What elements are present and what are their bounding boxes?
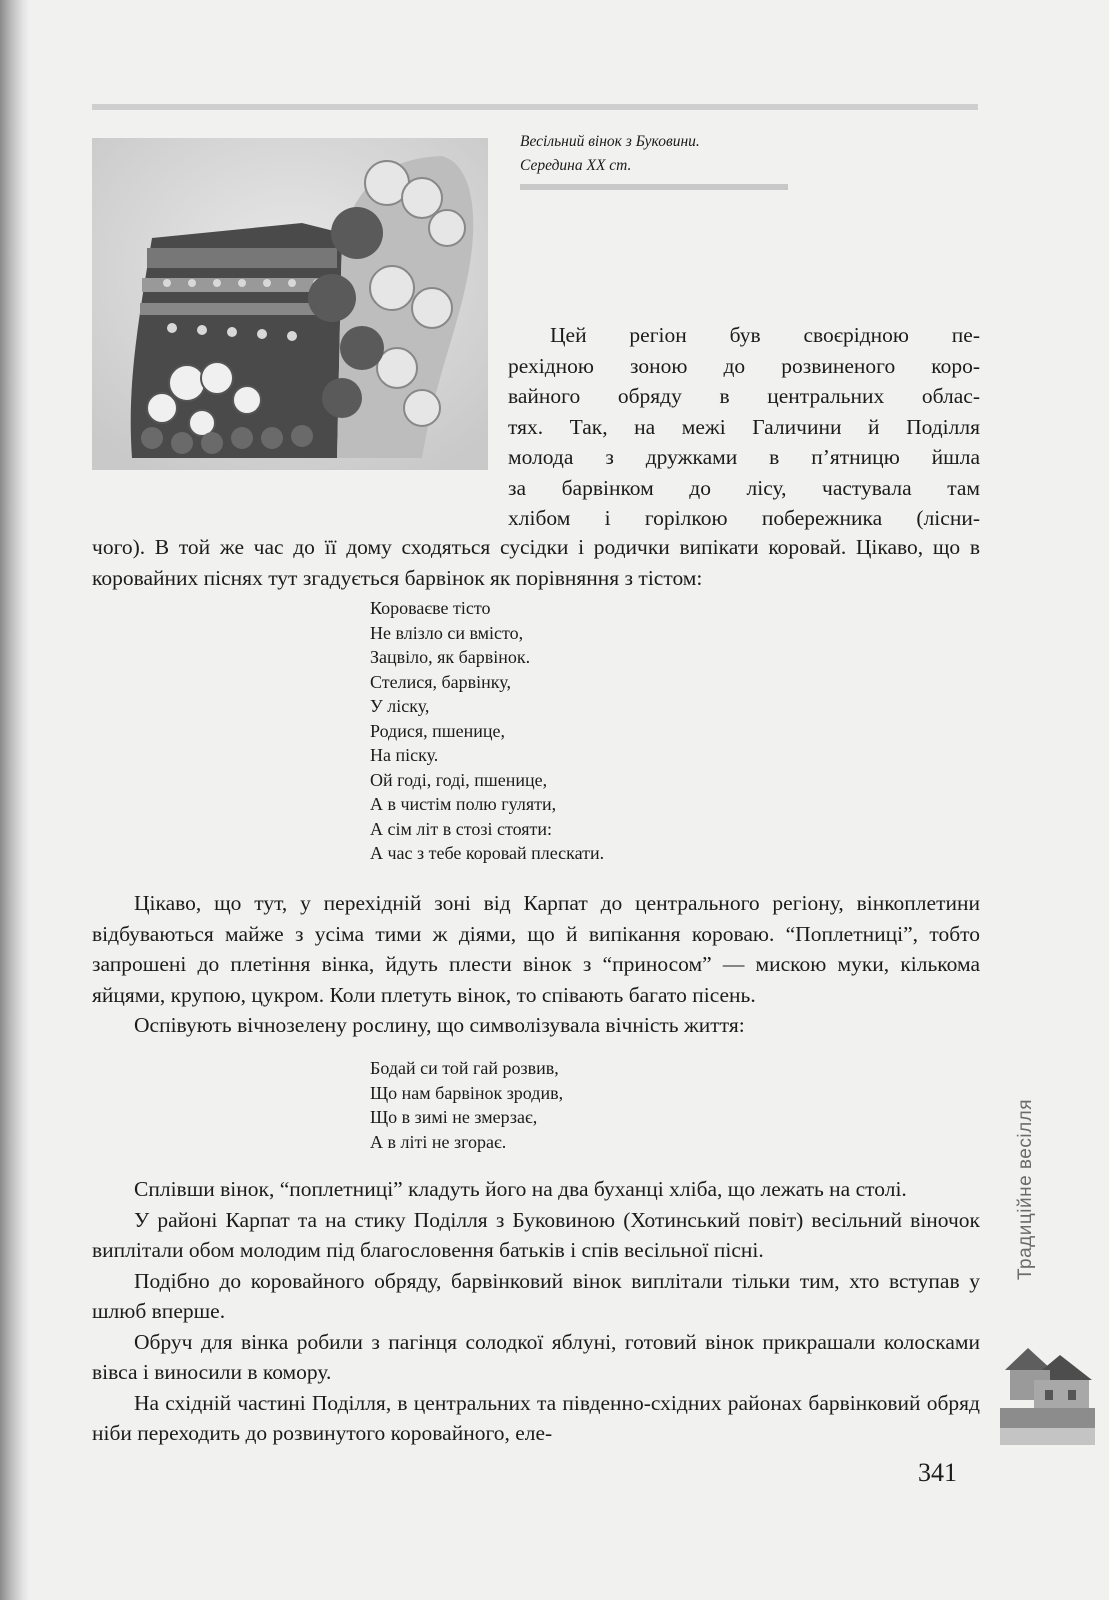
poem-korovai [370, 596, 604, 866]
text-line: хлібом і горілкою побережника (лісни- [508, 506, 980, 530]
chapter-side-label: Традиційне весілля [1015, 1098, 1036, 1280]
top-rule [92, 104, 978, 110]
poem-line: Бодай си той гай розвив, [370, 1058, 559, 1078]
text-line: тях. Так, на межі Галичини й Поділля [508, 414, 980, 439]
caption-line-2: Середина XX ст. [520, 157, 632, 174]
caption-line-1: Весільний вінок з Буковини. [520, 133, 700, 150]
poem-line: Не влізло си вмісто, [370, 622, 524, 643]
text-line: Цей регіон був своєрідною пе- [550, 323, 980, 347]
middle-paragraphs [92, 888, 980, 1041]
poem-line: А в чистім полю гуляти, [370, 794, 557, 814]
poem-line: А в літі не згорає. [370, 1131, 507, 1152]
paragraph: Сплівши вінок, “поплетниці” кладуть його на два буханці хліба, що лежать на столі. [134, 1177, 907, 1201]
text-line: вайного обряду в центральних облас- [508, 384, 980, 408]
poem-line: Зацвіло, як барвінок. [370, 647, 531, 667]
village-house-thumbnail [1000, 1340, 1095, 1445]
poem-line: Короваєве тісто [370, 598, 491, 618]
paragraph: Оспівують вічнозелену рослину, що символізувала вічність життя: [134, 1013, 745, 1037]
caption-rule [520, 184, 788, 190]
book-spine-shadow [0, 0, 30, 1600]
poem-periwinkle [370, 1056, 563, 1154]
text-line: молода з дружками в п’ятницю йшла [508, 445, 980, 469]
paragraph: Цікаво, що тут, у перехідній зоні від Карпат до центрального регіону, вінкоплетини відбуваються майже з усіма тими ж діями, що й випікання короваю. “Поплетниці”, тобто запрошені до плетіння вінка, йдуть плести вінок з “приносом” — мискою муки, кількома яйцями, крупою, цукром. Коли плетуть вінок, то співають багато пісень. [92, 891, 980, 1007]
poem-line: На піску. [370, 745, 439, 765]
paragraph: На східній частині Поділля, в центральних та південно-східних районах барвінковий обряд ніби переходить до розвинутого коровайного, еле- [92, 1390, 980, 1445]
paragraph: Подібно до коровайного обряду, барвінковий вінок виплітали тільки тим, хто вступав у шлюб вперше. [92, 1268, 980, 1323]
poem-line: У ліску, [370, 696, 430, 716]
paragraph: У районі Карпат та на стику Поділля з Буковиною (Хотинський повіт) весільний віночок виплітали обом молодим під благословення батьків і спів весільної пісні. [92, 1207, 980, 1262]
wedding-wreath-photo [92, 138, 488, 470]
poem-line: Що в зимі не змерзає, [370, 1107, 538, 1127]
poem-line: Ой годі, годі, пшенице, [370, 769, 548, 790]
photo-caption [520, 130, 800, 178]
poem-line: Що нам барвінок зродив, [370, 1082, 564, 1103]
paragraph: Обруч для вінка робили з пагінця солодкої яблуні, готовий вінок прикрашали колосками вівса і виносили в комору. [92, 1329, 980, 1384]
intro-paragraph-continuation [92, 532, 980, 593]
poem-line: Стелися, барвінку, [370, 671, 511, 692]
text-line: за барвінком до лісу, частувала там [508, 475, 980, 500]
poem-line: А час з тебе коровай плескати. [370, 843, 605, 863]
page-number: 341 [918, 1458, 957, 1487]
intro-paragraph-wrapped [508, 320, 980, 534]
poem-line: Родися, пшенице, [370, 720, 505, 741]
poem-line: А сім літ в стозі стояти: [370, 818, 553, 839]
closing-paragraphs [92, 1174, 980, 1449]
paragraph: чого). В той же час до її дому сходяться сусідки і родички випікати коровай. Цікаво, що в коровайних піснях тут згадується барвінок як порівняння з тістом: [92, 535, 980, 590]
text-line: рехідною зоною до розвиненого коро- [508, 353, 980, 378]
